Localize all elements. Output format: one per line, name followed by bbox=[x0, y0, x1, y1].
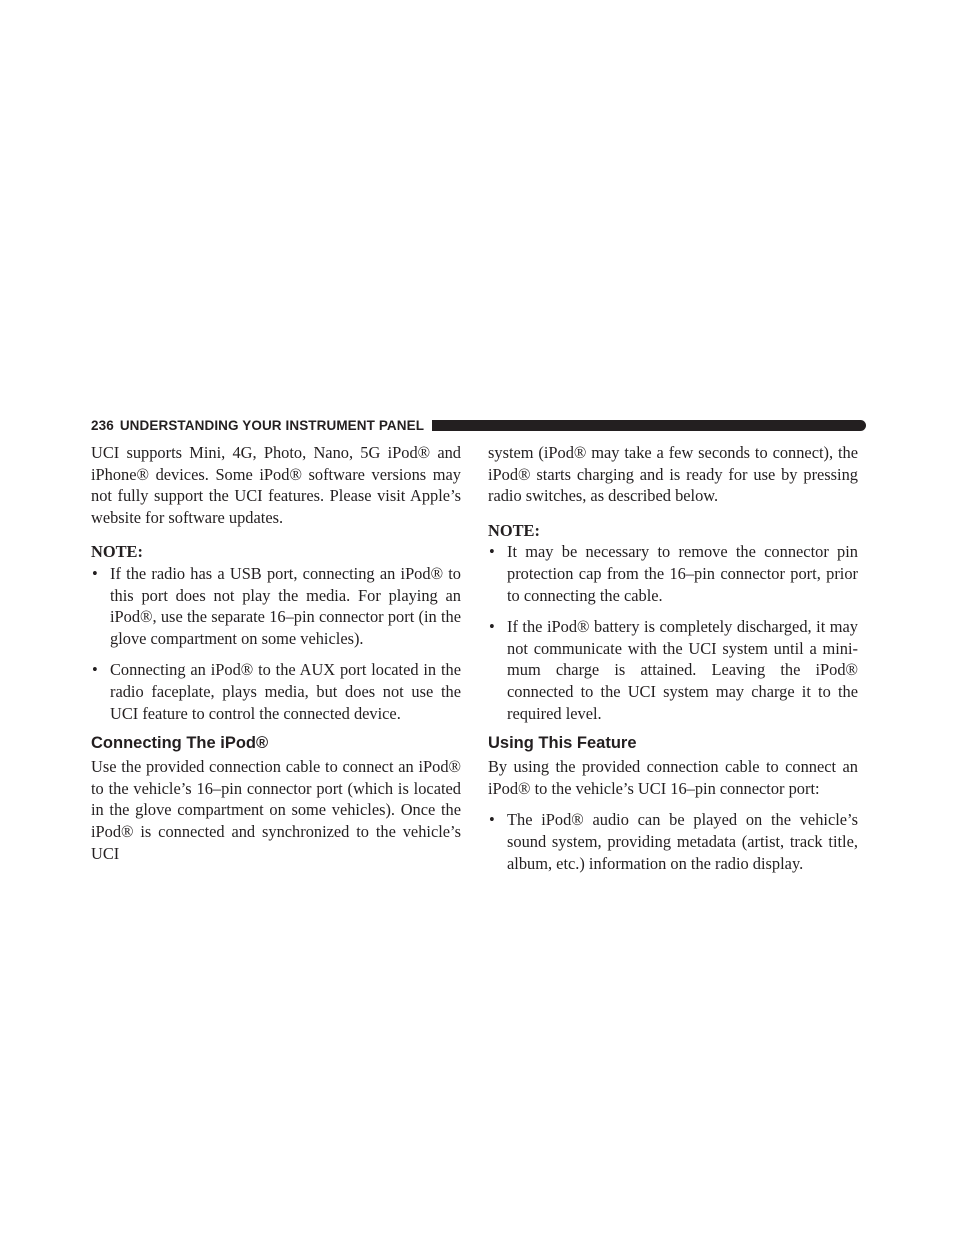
section-title: UNDERSTANDING YOUR INSTRUMENT PANEL bbox=[119, 417, 425, 433]
header-text bbox=[91, 418, 424, 433]
body-paragraph: By using the provided connection cable to connect an iPod® to the vehicle’s UCI 16–pin connector port: bbox=[488, 757, 858, 798]
section-heading: Using This Feature bbox=[488, 734, 637, 753]
note-label: NOTE: bbox=[91, 542, 143, 562]
list-item bbox=[91, 659, 461, 724]
page-header bbox=[91, 417, 866, 433]
list-item bbox=[488, 809, 858, 874]
bullet-icon: • bbox=[92, 660, 98, 680]
list-item bbox=[488, 541, 858, 606]
list-item-text: If the radio has a USB port, connecting an iPod® to this port does not play the media. For playing an iPod®, use the separate 16–pin connector port (in the glove compartment on some vehicles). bbox=[110, 563, 461, 648]
header-rule bbox=[432, 420, 866, 431]
bullet-icon: • bbox=[489, 617, 495, 637]
continuation-paragraph: system (iPod® may take a few seconds to connect), the iPod® starts charging and is ready for use by pressing radio switches, as described below. bbox=[488, 443, 858, 506]
note-label: NOTE: bbox=[488, 520, 540, 540]
body-paragraph: Use the provided connection cable to connect an iPod® to the vehicle’s 16–pin connector port (which is located in the glove compartment on some vehicles). Once the iPod® is connected and synchronized to the vehicle’s UCI bbox=[91, 757, 461, 863]
intro-paragraph: UCI supports Mini, 4G, Photo, Nano, 5G iPod® and iPhone® devices. Some iPod® software versions may not fully support the UCI features. Please visit Apple’s website for software updates. bbox=[91, 443, 461, 527]
list-item-text: If the iPod® battery is completely discharged, it may not communicate with the UCI system until a mini-mum charge is attained. Leaving the iPod® connected to the UCI system may charge it to the required level. bbox=[507, 617, 858, 723]
list-item-text: It may be necessary to remove the connector pin protection cap from the 16–pin connector port, prior to connecting the cable. bbox=[507, 542, 858, 605]
list-item bbox=[91, 563, 461, 649]
bullet-icon: • bbox=[489, 810, 495, 830]
list-item-text: The iPod® audio can be played on the vehicle’s sound system, providing metadata (artist, track title, album, etc.) information on the radio display. bbox=[507, 810, 858, 873]
list-item bbox=[488, 616, 858, 724]
bullet-icon: • bbox=[489, 542, 495, 562]
left-column bbox=[91, 442, 461, 864]
list-item-text: Connecting an iPod® to the AUX port located in the radio faceplate, plays media, but does not use the UCI feature to control the connected device. bbox=[110, 660, 461, 723]
bullet-icon: • bbox=[92, 563, 98, 583]
right-column bbox=[488, 442, 858, 874]
page-number: 236 bbox=[91, 417, 114, 433]
section-heading: Connecting The iPod® bbox=[91, 734, 269, 753]
